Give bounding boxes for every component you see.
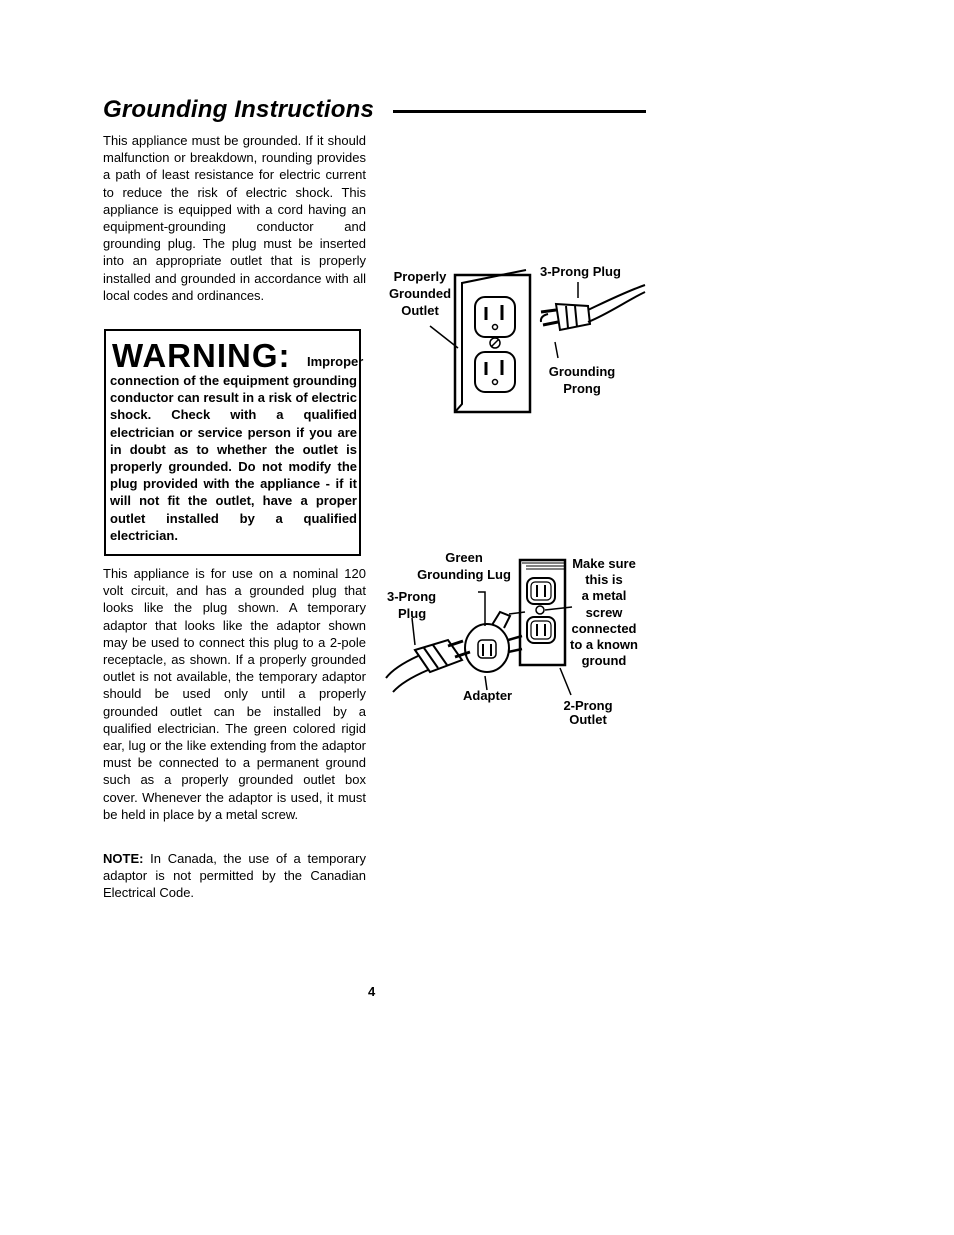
screw-label-line: screw <box>585 604 623 620</box>
figure-2-plug-label <box>387 588 436 622</box>
figure-2-plug-drawing <box>386 618 470 692</box>
warning-lead: Improper <box>307 354 364 369</box>
outlet-label-line: Outlet <box>569 712 607 727</box>
screw-label-line: a metal <box>581 588 627 604</box>
outlet-label-line: Outlet <box>401 303 439 318</box>
adaptor-paragraph: This appliance is for use on a nominal 120 volt circuit, and has a grounded plug that looks like the plug shown. A temporary adaptor that looks like the adaptor shown may be used to connect this plug to a 2-pole receptacle, as shown. If a properly grounded outlet is not available, the temporary adaptor should be used only until a properly grounded outlet can be installed by a qualified electrician. The green colored rigid ear, lug or the like extending from the adaptor must be connected to a permanent ground such as a properly grounded outlet box cover. Whenever the adaptor is used, it must be held in place by a metal screw. <box>103 566 366 822</box>
screw-label-line: connected <box>571 620 637 636</box>
prong-label-line: Grounding <box>548 364 616 379</box>
figure-2-adapter-drawing <box>465 592 525 690</box>
note-label: NOTE: <box>103 851 144 866</box>
warning-heading: WARNING: <box>112 337 291 374</box>
screw-label-line: ground <box>581 653 627 669</box>
outlet-label-line: Properly <box>393 269 447 284</box>
screw-label-line: this is <box>585 572 623 588</box>
figure-2-screw-label <box>565 556 643 669</box>
outlet-label-line: Grounded <box>388 286 452 301</box>
figure-2-lug-label <box>405 549 523 583</box>
outlet-label-line: 2-Prong <box>563 698 613 713</box>
plug-label-line: Plug <box>398 606 427 621</box>
page-title: Grounding Instructions <box>103 96 375 123</box>
warning-text: connection of the equipment grounding conductor can result in a risk of electric shock. Check with a qualified electrician or service person if you are in doubt as to whether the outlet is properly grounded. Do not modify the plug provided with the appliance - if it will not fit the outlet, have a proper outlet installed by a qualified electrician. <box>110 373 357 543</box>
page-number: 4 <box>368 984 376 999</box>
screw-label-line: Make sure <box>572 556 636 571</box>
figure-1-plug-label: 3-Prong Plug <box>540 264 621 279</box>
note-text: In Canada, the use of a temporary adaptor is not permitted by the Canadian Electrical Code. <box>103 851 366 901</box>
intro-paragraph: This appliance must be grounded. If it should malfunction or breakdown, rounding provides a path of least resistance for electric current to reduce the risk of electric shock. This appliance is equipped with a cord having an equipment-grounding conductor and grounding plug. The plug must be inserted into an appropriate outlet that is properly installed and grounded in accordance with all local codes and ordinances. <box>103 133 366 303</box>
screw-label-line: to a known <box>570 637 638 653</box>
prong-label-line: Prong <box>563 381 601 396</box>
lug-label-line: Grounding Lug <box>417 567 511 582</box>
plug-label-line: 3-Prong <box>387 589 437 604</box>
figure-2-adapter-label: Adapter <box>463 688 513 703</box>
lug-label-line: Green <box>445 550 483 565</box>
figure-2-outlet-label <box>553 699 623 727</box>
